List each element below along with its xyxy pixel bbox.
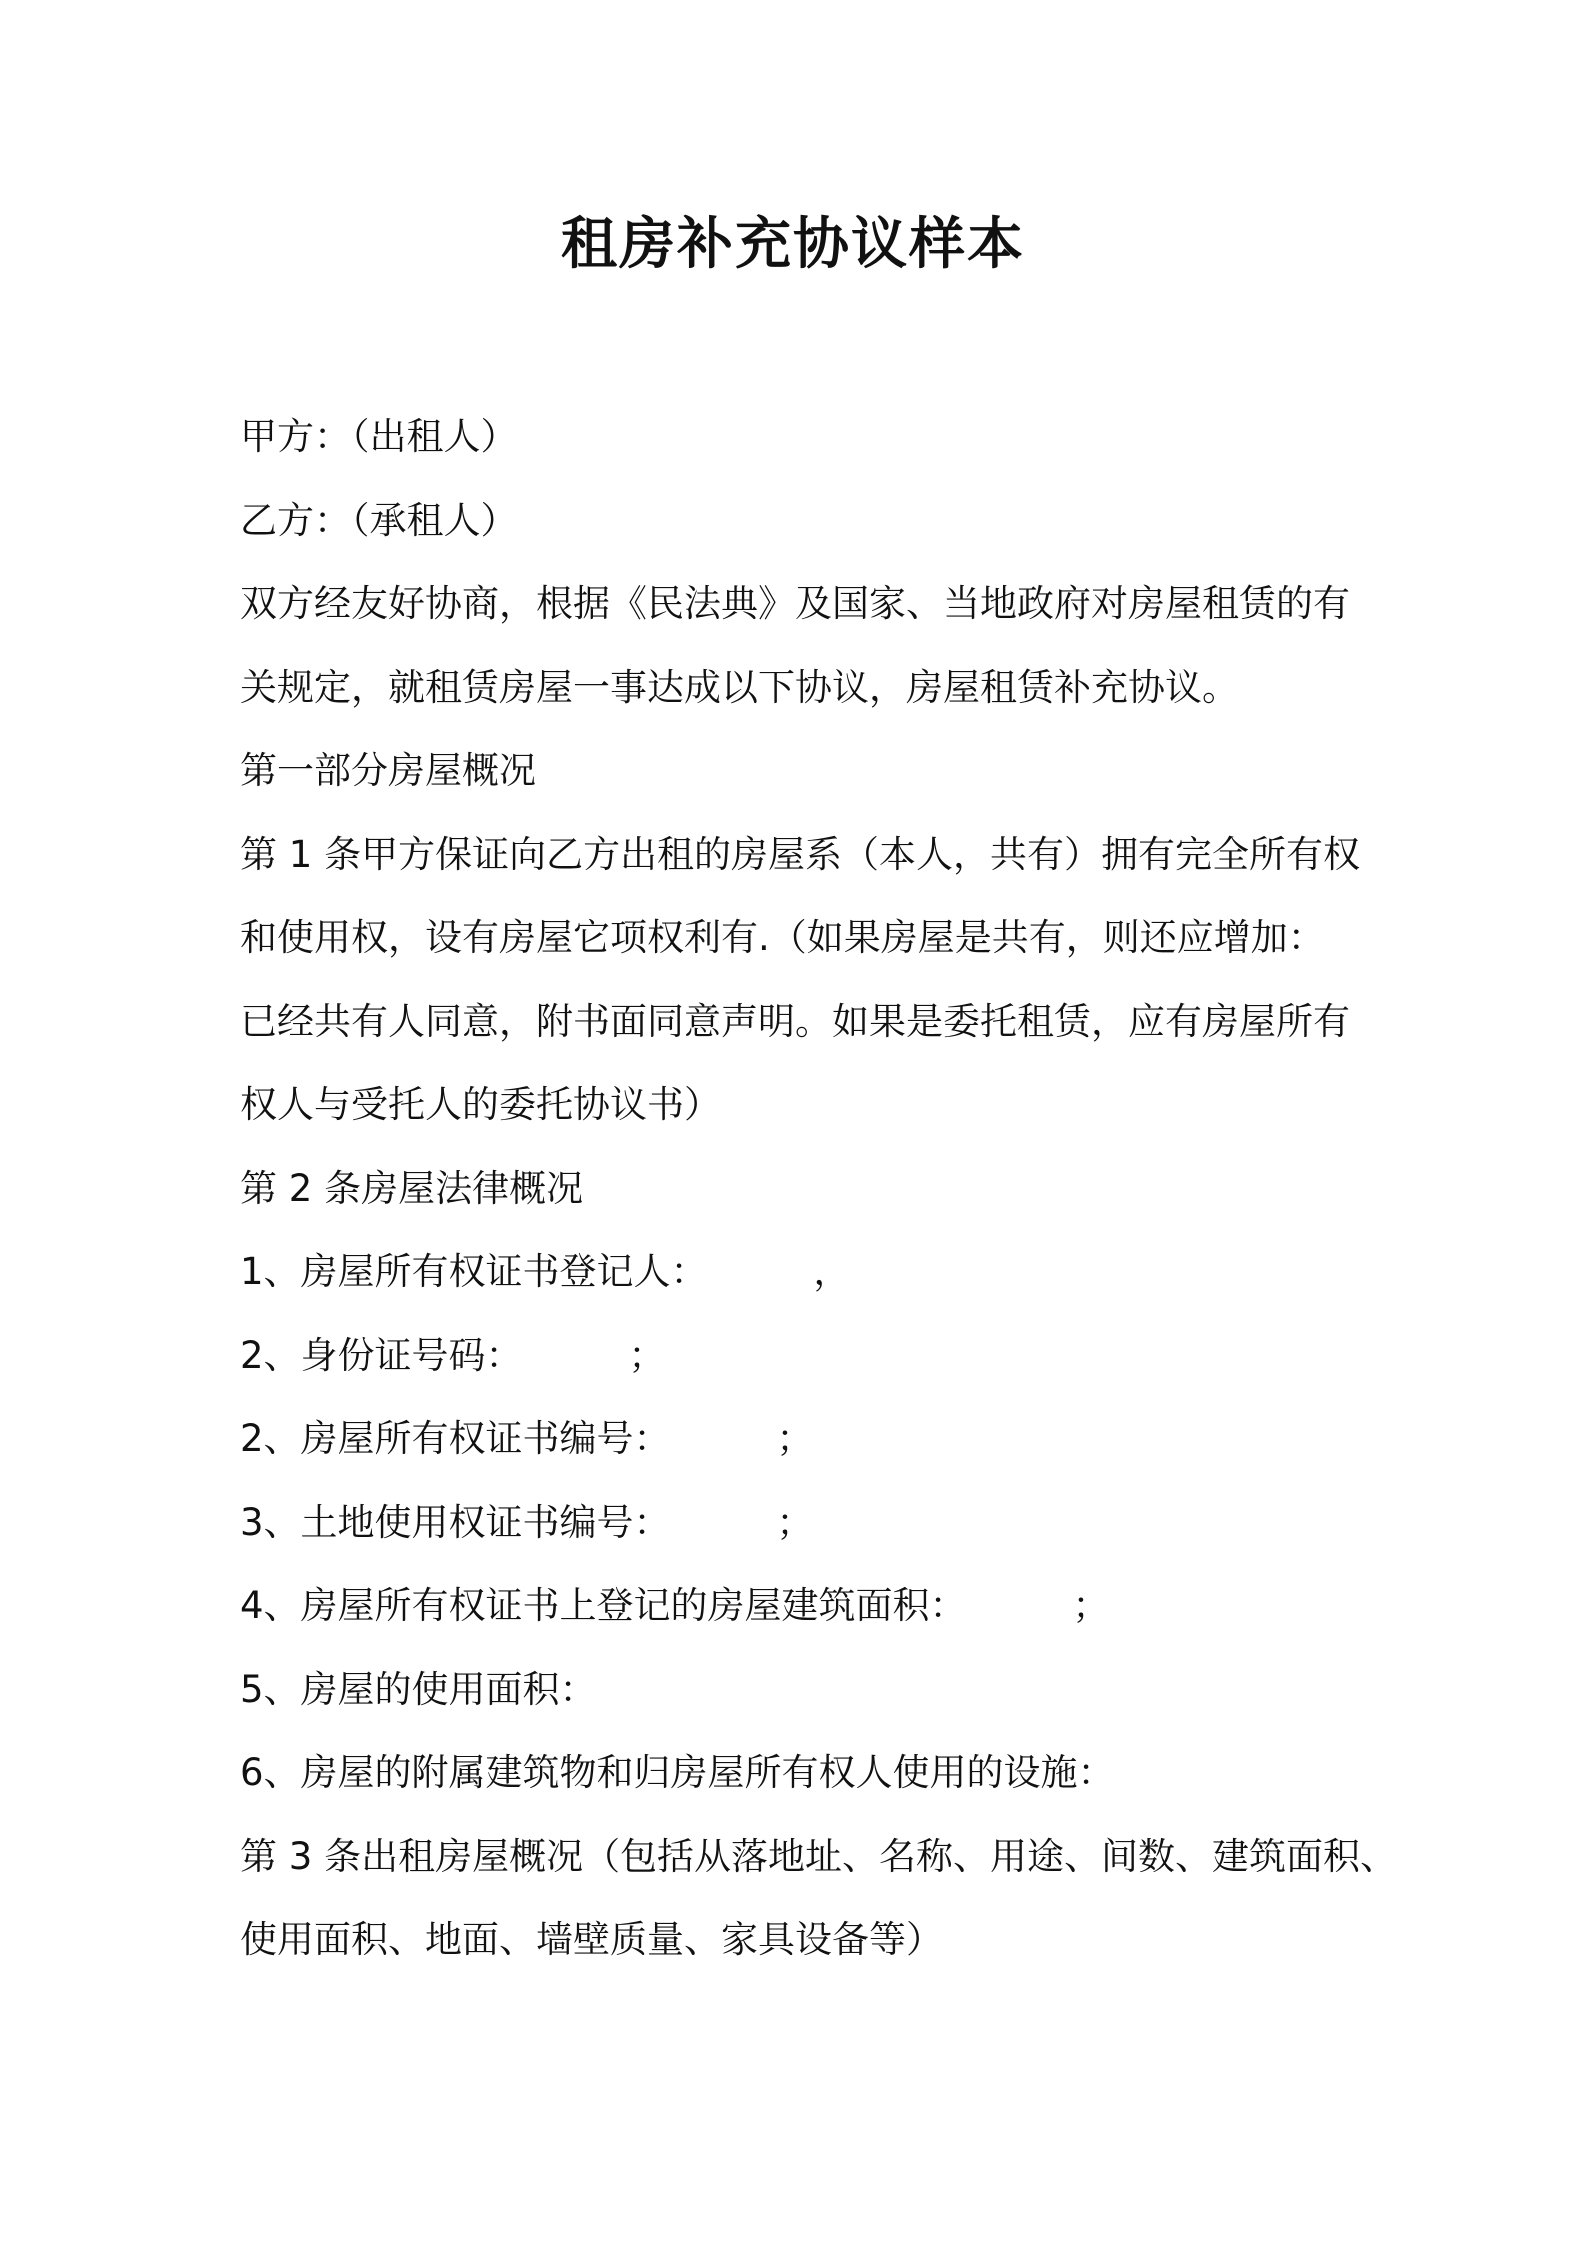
article-1-line-3: 已经共有人同意，附书面同意声明。如果是委托租赁，应有房屋所有: [240, 999, 1350, 1043]
article-3-line-2: 使用面积、地面、墙壁质量、家具设备等）: [240, 1918, 943, 1961]
article-1-line-1: 第 1 条甲方保证向乙方出租的房屋系（本人，共有）拥有完全所有权: [240, 832, 1361, 876]
article-3-line-1: 第 3 条出租房屋概况（包括从落地址、名称、用途、间数、建筑面积、: [240, 1834, 1398, 1878]
article-2-item-id-number: 2、身份证号码： ；: [240, 1333, 666, 1377]
article-2-item-land-certificate: 3、土地使用权证书编号： ；: [240, 1500, 814, 1544]
party-a-line: 甲方：（出租人）: [240, 415, 518, 458]
article-2-item-usable-area: 5、房屋的使用面积：: [240, 1667, 597, 1711]
article-2-heading: 第 2 条房屋法律概况: [240, 1166, 584, 1210]
article-2-item-building-area: 4、房屋所有权证书上登记的房屋建筑面积： ；: [240, 1584, 1110, 1627]
preamble-line-1: 双方经友好协商，根据《民法典》及国家、当地政府对房屋租赁的有: [240, 582, 1350, 625]
article-2-item-facilities: 6、房屋的附属建筑物和归房屋所有权人使用的设施：: [240, 1751, 1115, 1794]
party-b-line: 乙方：（承租人）: [240, 498, 518, 542]
preamble-line-2: 关规定，就租赁房屋一事达成以下协议，房屋租赁补充协议。: [240, 665, 1239, 709]
document-title: 租房补充协议样本: [561, 212, 1025, 277]
article-2-item-certificate-number: 2、房屋所有权证书编号： ；: [240, 1417, 814, 1460]
article-2-item-registrant: 1、房屋所有权证书登记人： ，: [240, 1250, 851, 1293]
article-1-line-4: 权人与受托人的委托协议书）: [240, 1083, 721, 1126]
section-heading-part-1: 第一部分房屋概况: [240, 749, 536, 792]
article-1-line-2: 和使用权，设有房屋它项权利有.（如果房屋是共有，则还应增加：: [240, 916, 1325, 959]
document-body: [240, 395, 1398, 1982]
